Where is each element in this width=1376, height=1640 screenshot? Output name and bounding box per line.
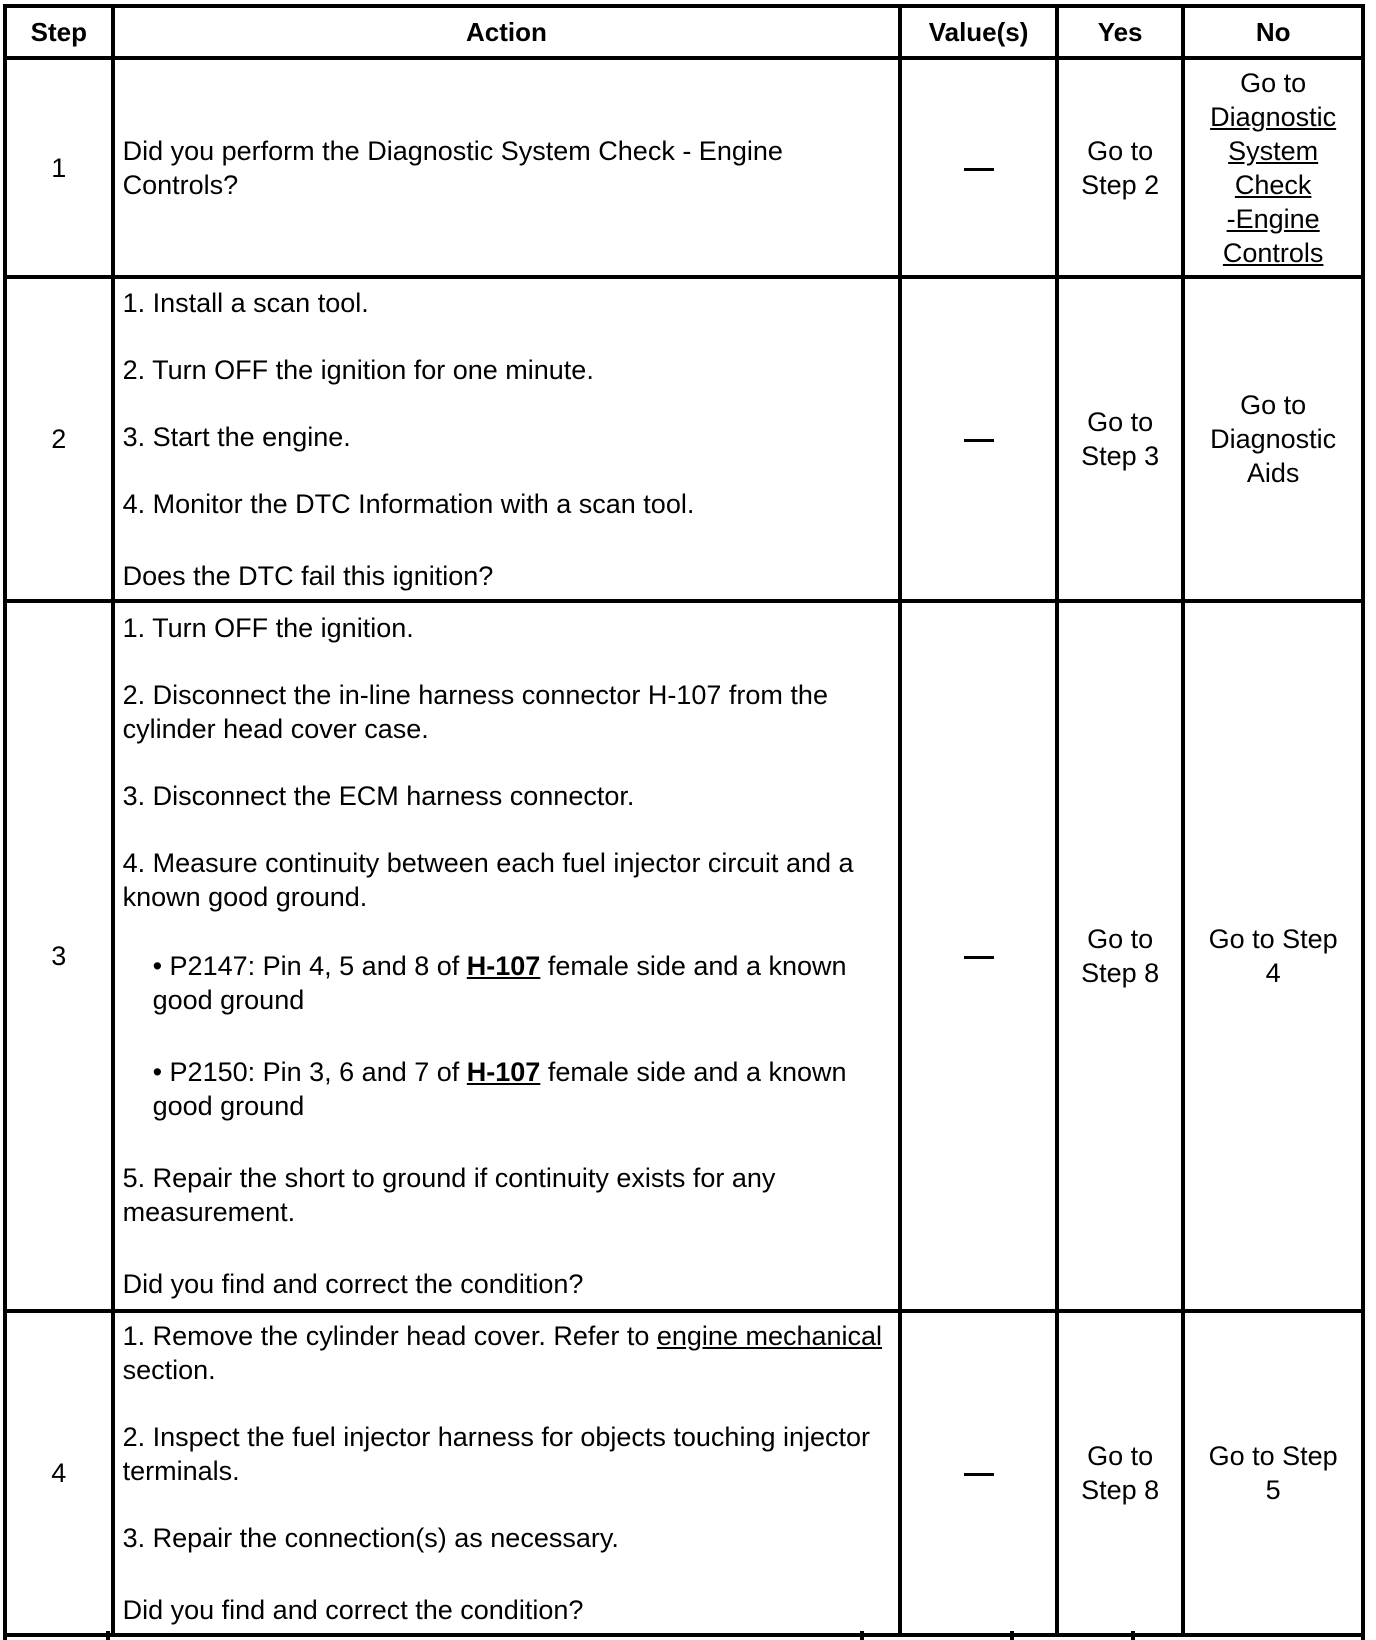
action-cell [113,58,901,277]
action-text: 3. Repair the connection(s) as necessary. [122,1523,619,1553]
engine-mechanical-link[interactable]: engine mechanical [656,1321,883,1351]
bullet-item [123,949,889,1017]
column-divider [106,1631,110,1640]
yes-text: Step 8 [1081,958,1160,988]
action-text: 2. Turn OFF the ignition for one minute. [122,354,594,385]
no-cell[interactable] [1183,1311,1363,1635]
diagnostic-system-check-link[interactable]: Check [1234,169,1312,200]
bullet-text: • P2147: Pin 4, 5 and 8 of [152,951,467,981]
no-text: Diagnostic [1210,424,1337,454]
header-values: Value(s) [900,6,1057,58]
header-no: No [1183,6,1363,58]
action-text: 5. Repair the short to ground if continuity exists for any measurement. [122,1163,776,1227]
no-cell[interactable] [1183,601,1363,1311]
action-text: 3. Disconnect the ECM harness connector. [122,781,635,811]
yes-text: Go to [1087,135,1154,166]
no-text: Go to [1240,390,1307,420]
action-text-part: section. [122,1355,216,1385]
action-question: Does the DTC fail this ignition? [122,560,494,591]
yes-text: Go to [1087,407,1154,437]
no-text: Go to Step [1208,1441,1338,1471]
dash-icon [964,956,994,959]
diagnostic-system-check-link[interactable]: Diagnostic [1210,101,1337,132]
value-cell [900,58,1057,277]
header-action: Action [113,6,901,58]
no-cell[interactable] [1183,277,1363,601]
action-text: Did you perform the Diagnostic System Check - Engine Controls? [122,135,783,200]
dash-icon [964,1473,994,1476]
yes-text: Step 3 [1081,441,1160,471]
table-row-step-3 [5,601,1363,1311]
action-text: 2. Disconnect the in-line harness connector H-107 from the cylinder head cover case. [122,680,828,744]
no-cell [1183,58,1363,277]
action-text: 4. Measure continuity between each fuel injector circuit and a known good ground. [122,848,854,912]
h107-connector-link[interactable]: H-107 [466,1057,541,1087]
action-text [123,1319,889,1387]
table-row-step-2 [5,277,1363,601]
yes-cell[interactable] [1057,277,1183,601]
action-cell [113,277,901,601]
action-cell [113,601,901,1311]
bullet-item [123,1055,889,1123]
bullet-text: female side and a known good ground [152,1057,847,1121]
action-text-part: 1. Remove the cylinder head cover. Refer to [122,1321,657,1351]
action-text: 4. Monitor the DTC Information with a scan tool. [122,488,695,519]
table-row-step-4 [5,1311,1363,1635]
header-step: Step [5,6,113,58]
bullet-text: female side and a known good ground [152,951,847,1015]
step-number: 3 [5,601,113,1311]
bullet-text: • P2150: Pin 3, 6 and 7 of [152,1057,467,1087]
yes-text: Go to [1087,1441,1154,1471]
diagnostic-table [3,4,1365,1637]
yes-cell[interactable] [1057,1311,1183,1635]
h107-connector-link[interactable]: H-107 [466,951,541,981]
action-text: 1. Turn OFF the ignition. [122,613,414,643]
table-row-step-1 [5,58,1363,277]
header-yes: Yes [1057,6,1183,58]
column-divider [1010,1631,1014,1640]
action-text: 1. Install a scan tool. [122,287,369,318]
no-text: Go to [1240,67,1307,98]
no-text: Aids [1246,458,1300,488]
yes-text: Step 8 [1081,1475,1160,1505]
no-text: 5 [1265,1475,1281,1505]
value-cell [900,277,1057,601]
action-question: Did you find and correct the condition? [122,1269,584,1299]
step-number: 4 [5,1311,113,1635]
table-continuation [3,1631,1365,1640]
no-text: 4 [1265,958,1281,988]
value-cell [900,1311,1057,1635]
diagnostic-system-check-link[interactable]: -Engine [1226,203,1320,234]
action-cell [113,1311,901,1635]
header-row [5,6,1363,58]
diagnostic-system-check-link[interactable]: Controls [1222,237,1324,268]
value-cell [900,601,1057,1311]
dash-icon [964,168,994,171]
yes-text: Go to [1087,924,1154,954]
step-number: 1 [5,58,113,277]
action-text: 2. Inspect the fuel injector harness for objects touching injector terminals. [122,1422,871,1486]
step-number: 2 [5,277,113,601]
dash-icon [964,439,994,442]
column-divider [860,1631,864,1640]
action-text: 3. Start the engine. [122,421,351,452]
yes-text: Step 2 [1081,169,1160,200]
diagnostic-system-check-link[interactable]: System [1228,135,1319,166]
yes-cell[interactable] [1057,58,1183,277]
action-question: Did you find and correct the condition? [122,1595,584,1625]
yes-cell[interactable] [1057,601,1183,1311]
column-divider [1131,1631,1135,1640]
no-text: Go to Step [1208,924,1338,954]
